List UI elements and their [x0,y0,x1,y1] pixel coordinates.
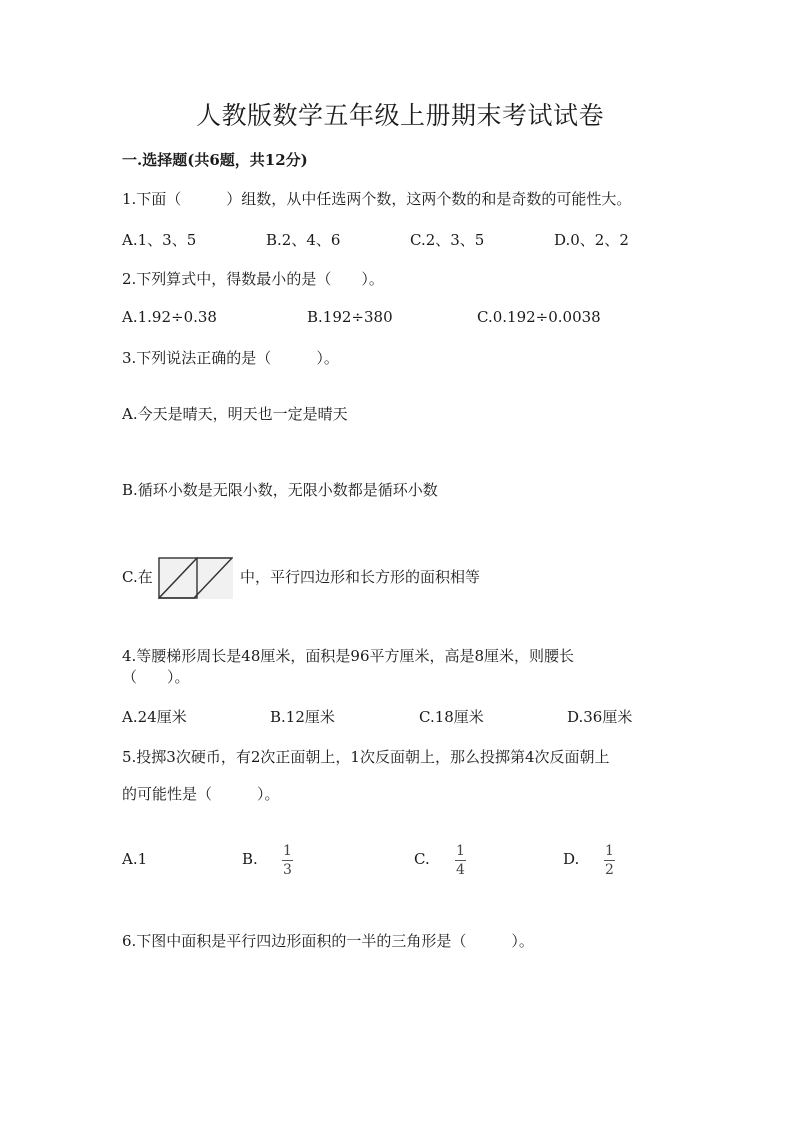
q2-option-b: B.192÷380 [307,308,393,326]
fraction-numerator: 1 [456,843,465,859]
q5-stem-line2: 的可能性是（ ）。 [122,785,280,803]
q5-fraction-c [455,843,466,878]
fraction-denominator: 4 [456,862,465,878]
q2-stem: 2.下列算式中，得数最小的是（ ）。 [122,270,384,288]
fraction-numerator: 1 [283,843,292,859]
q1-option-c: C.2、3、5 [410,231,485,249]
q1-option-a: A.1、3、5 [122,231,197,249]
q4-stem-line2: （ ）。 [122,668,190,686]
q6-stem: 6.下图中面积是平行四边形面积的一半的三角形是（ ）。 [122,932,534,950]
fraction-denominator: 3 [283,862,292,878]
section-heading: 一.选择题(共6题，共12分) [122,151,308,169]
q5-fraction-d [604,843,615,878]
q5-option-a: A.1 [122,850,148,868]
fraction-denominator: 2 [605,862,614,878]
q3-option-c-suffix: 中，平行四边形和长方形的面积相等 [240,568,481,586]
q2-option-c: C.0.192÷0.0038 [477,308,601,326]
q5-stem-line1: 5.投掷3次硬币，有2次正面朝上，1次反面朝上，那么投掷第4次反面朝上 [122,748,610,766]
fraction-bar [604,860,615,861]
q1-option-d: D.0、2、2 [554,231,629,249]
fraction-numerator: 1 [605,843,614,859]
q3-option-c-prefix: C.在 [122,568,153,586]
q4-option-d: D.36厘米 [567,708,633,726]
fraction-bar [455,860,466,861]
page-title: 人教版数学五年级上册期末考试试卷 [195,101,604,130]
q1-stem: 1.下面（ ）组数，从中任选两个数，这两个数的和是奇数的可能性大。 [122,190,632,208]
q5-option-c-label: C. [414,850,430,868]
q3-option-b: B.循环小数是无限小数，无限小数都是循环小数 [122,481,438,499]
q1-option-b: B.2、4、6 [266,231,341,249]
q3-option-a: A.今天是晴天，明天也一定是晴天 [122,405,348,423]
q2-option-a: A.1.92÷0.38 [122,308,217,326]
q5-option-d-label: D. [563,850,580,868]
fraction-bar [282,860,293,861]
q4-option-a: A.24厘米 [122,708,187,726]
q4-option-b: B.12厘米 [270,708,335,726]
parallelogram-rectangle-figure [158,557,233,599]
q5-option-b-label: B. [242,850,258,868]
q4-option-c: C.18厘米 [419,708,484,726]
q5-fraction-b [282,843,293,878]
q4-stem-line1: 4.等腰梯形周长是48厘米，面积是96平方厘米，高是8厘米，则腰长 [122,647,575,665]
q3-stem: 3.下列说法正确的是（ ）。 [122,349,339,367]
